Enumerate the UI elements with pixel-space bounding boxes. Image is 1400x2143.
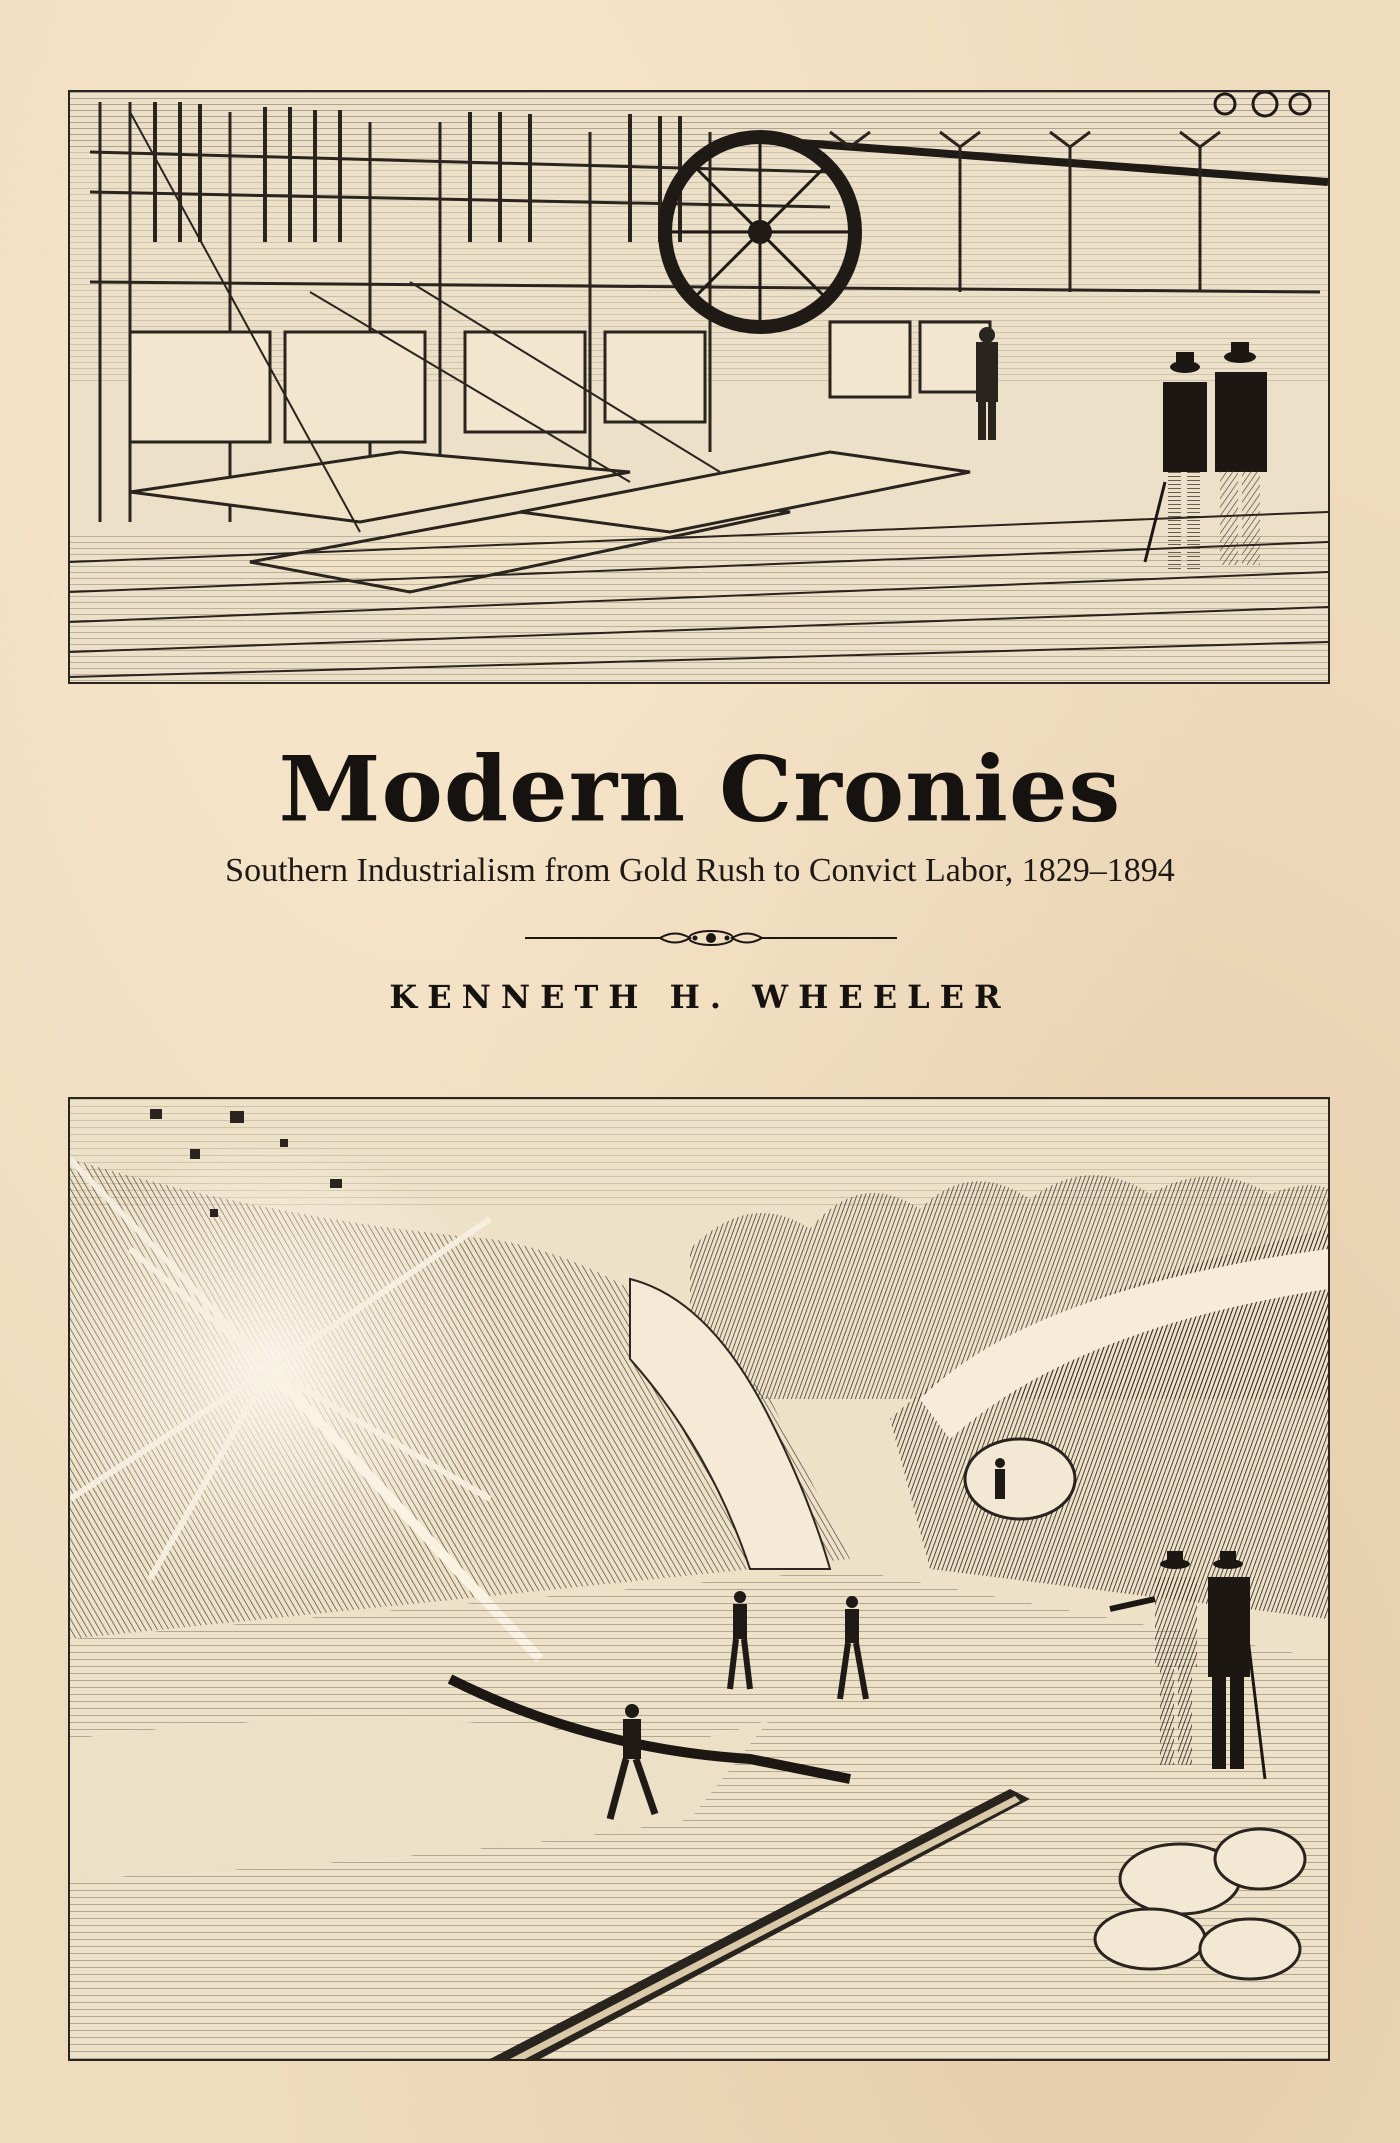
ornamental-divider-icon bbox=[525, 925, 897, 951]
book-subtitle: Southern Industrialism from Gold Rush to Convict Labor, 1829–1894 bbox=[225, 852, 1175, 889]
book-title: Modern Cronies bbox=[278, 736, 1122, 842]
top-engraving-illustration bbox=[68, 90, 1330, 684]
book-author: KENNETH H. WHEELER bbox=[389, 978, 1011, 1016]
bottom-engraving-illustration bbox=[68, 1097, 1330, 2061]
hydraulic-mining-engraving bbox=[70, 1099, 1328, 2059]
stamp-mill-engraving bbox=[70, 92, 1328, 682]
